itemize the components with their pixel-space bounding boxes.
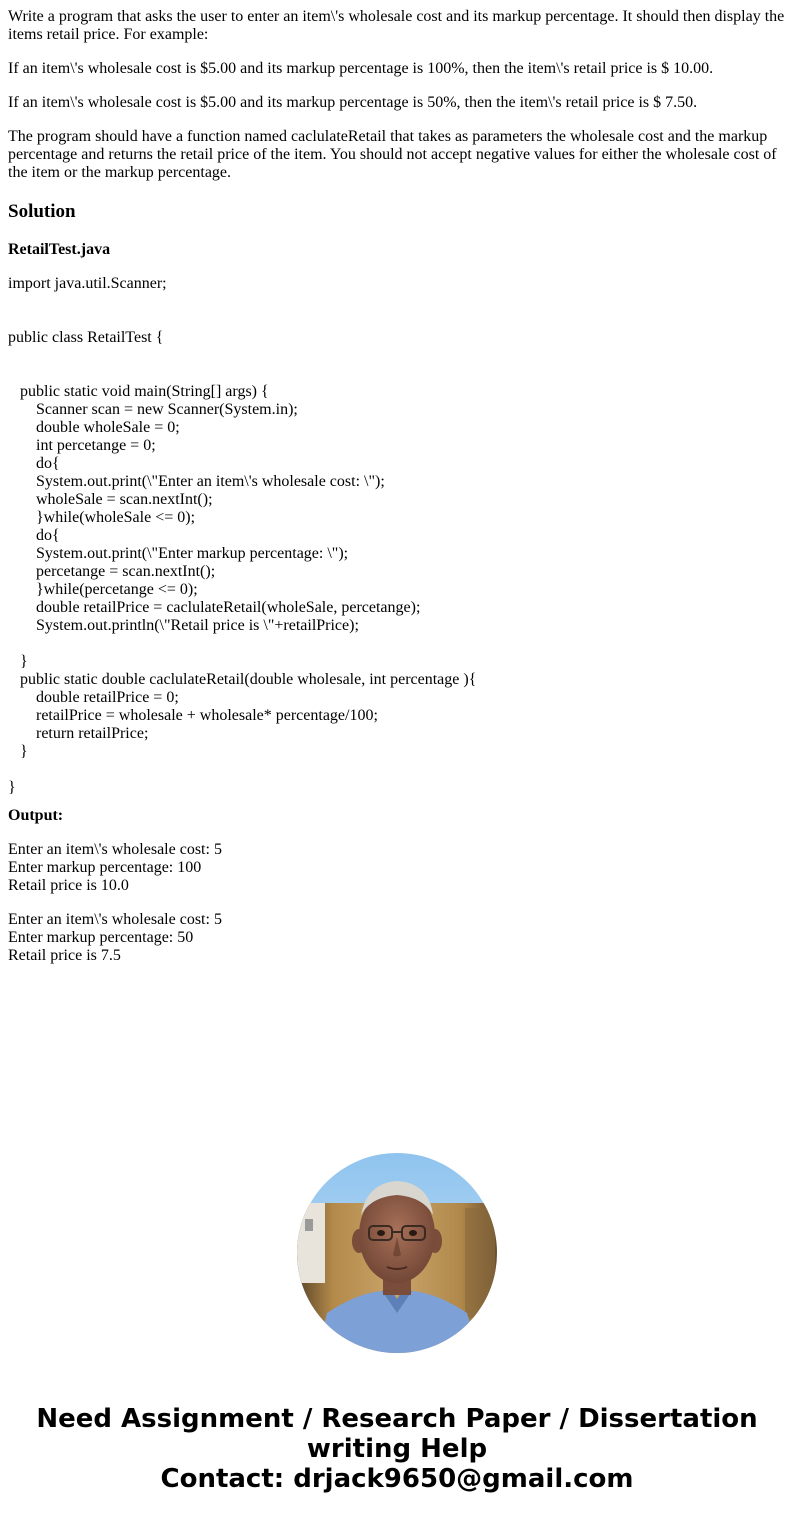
source-filename: RetailTest.java	[8, 241, 111, 258]
author-portrait-image	[297, 1153, 497, 1353]
contact-banner	[0, 1404, 794, 1494]
banner-line-1: Need Assignment / Research Paper / Dissertation	[36, 1404, 758, 1434]
output-run: Enter an item\'s wholesale cost: 5 Enter markup percentage: 50 Retail price is 7.5	[8, 911, 222, 964]
author-avatar	[297, 1153, 497, 1353]
solution-heading: Solution	[8, 201, 76, 222]
banner-contact-email: Contact: drjack9650@gmail.com	[160, 1464, 634, 1494]
example-one: If an item\'s wholesale cost is $5.00 and its markup percentage is 100%, then the item\'s retail price is $ 10.00.	[8, 60, 714, 77]
problem-requirements: The program should have a function named caclulateRetail that takes as parameters the wholesale cost and the markup percentage and returns the retail price of the item. You should not accept negative values for either the wholesale cost of the item or the markup percentage.	[8, 128, 777, 181]
problem-description: Write a program that asks the user to enter an item\'s wholesale cost and its markup percentage. It should then display the items retail price. For example:	[8, 8, 785, 43]
example-two: If an item\'s wholesale cost is $5.00 and its markup percentage is 50%, then the item\'s retail price is $ 7.50.	[8, 94, 698, 111]
banner-line-2: writing Help	[306, 1434, 488, 1464]
output-label: Output:	[8, 807, 64, 824]
code-listing: import java.util.Scanner; public class RetailTest { public static void main(String[] args) { Scanner scan = new Scanner(System.in); double wholeSale = 0; int percetange = 0; do{ System.out.print(\"Enter an item\'s wholesale cost: \"); wholeSale = scan.nextInt(); }while(wholeSale <= 0); do{ System.out.print(\"Enter markup percentage: \"); percetange = scan.nextInt(); }while(percetange <= 0); double retailPrice = caclulateRetail(wholeSale, percetange); System.out.println(\"Retail price is \"+retailPrice); } public static double caclulateRetail(double wholesale, int percentage ){ double retailPrice = 0; retailPrice = wholesale + wholesale* percentage/100; return retailPrice; } }	[8, 275, 477, 796]
output-run: Enter an item\'s wholesale cost: 5 Enter markup percentage: 100 Retail price is 10.0	[8, 841, 222, 894]
